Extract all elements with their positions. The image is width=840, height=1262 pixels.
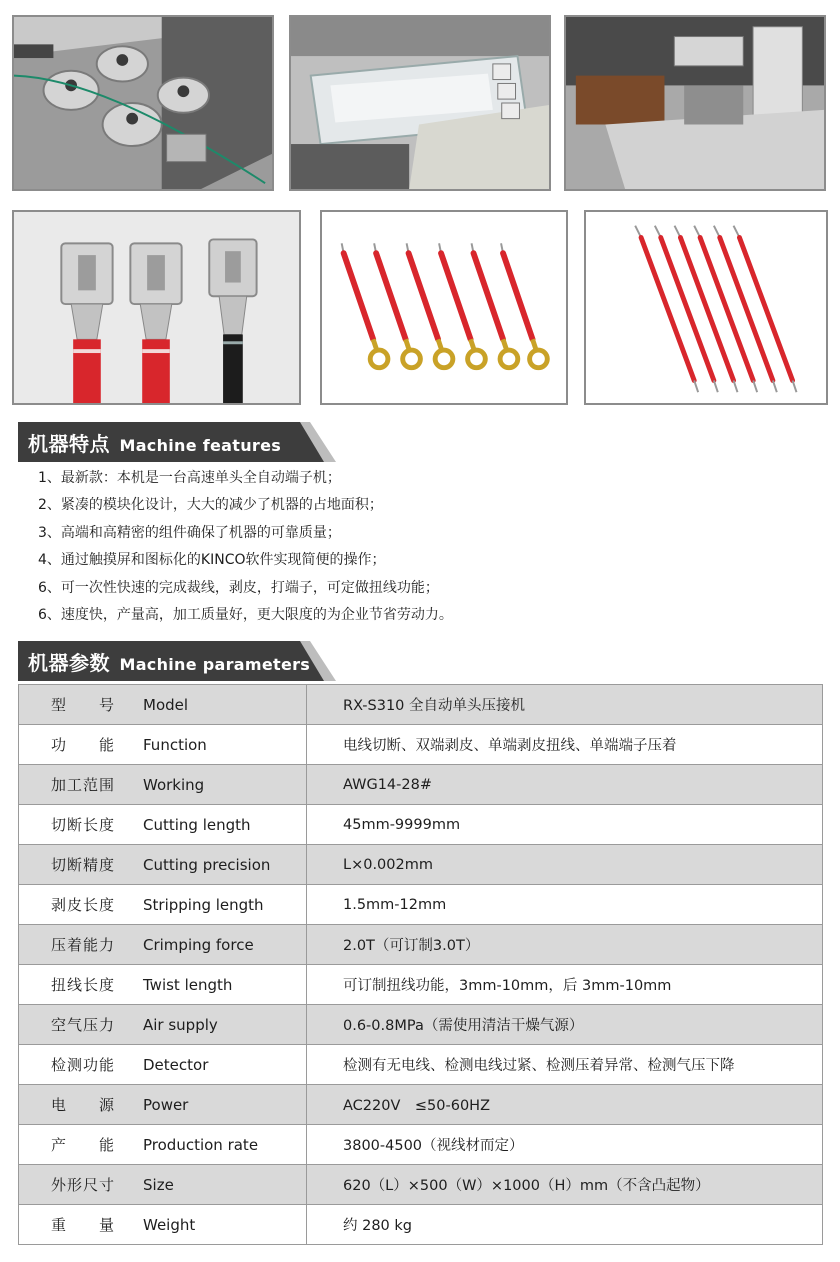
param-label-zh: 型 号: [51, 696, 116, 714]
param-label-zh: 检测功能: [51, 1056, 116, 1074]
param-label-zh: 重 量: [51, 1216, 116, 1234]
param-label: [19, 1125, 307, 1165]
parameters-title: [28, 647, 310, 676]
param-value: 电线切断、双端剥皮、单端剥皮扭线、单端端子压着: [307, 725, 823, 765]
param-label-en: Power: [143, 1096, 189, 1114]
table-row: [19, 1205, 823, 1245]
param-value: 检测有无电线、检测电线过紧、检测压着异常、检测气压下降: [307, 1045, 823, 1085]
photo-ring-terminal-wires: [320, 210, 568, 405]
param-label-en: Cutting precision: [143, 856, 271, 874]
param-value: RX-S310 全自动单头压接机: [307, 685, 823, 725]
table-row: [19, 925, 823, 965]
feature-item: 2、紧凑的模块化设计，大大的减少了机器的占地面积；: [38, 497, 383, 514]
param-label-zh: 切断精度: [51, 856, 116, 874]
parameters-table: [18, 684, 823, 1245]
param-label: [19, 845, 307, 885]
feature-item: 6、速度快，产量高，加工质量好，更大限度的为企业节省劳动力。: [38, 607, 453, 624]
photo-stripped-wires: [584, 210, 828, 405]
param-label: [19, 1085, 307, 1125]
param-label: [19, 965, 307, 1005]
param-label-zh: 空气压力: [51, 1016, 116, 1034]
table-row: [19, 885, 823, 925]
features-list: [38, 465, 818, 629]
param-label-en: Crimping force: [143, 936, 254, 954]
table-row: [19, 845, 823, 885]
param-label-zh: 产 能: [51, 1136, 116, 1154]
param-label-en: Weight: [143, 1216, 196, 1234]
param-value: 2.0T（可订制3.0T）: [307, 925, 823, 965]
param-label-zh: 剥皮长度: [51, 896, 116, 914]
param-label: [19, 1205, 307, 1245]
photo-crimped-terminals: [12, 210, 301, 405]
param-label-zh: 压着能力: [51, 936, 116, 954]
param-label-zh: 外形尺寸: [51, 1176, 116, 1194]
feature-item: 4、通过触摸屏和图标化的KINCO软件实现简便的操作；: [38, 552, 386, 569]
feature-item: 1、最新款：本机是一台高速单头全自动端子机；: [38, 470, 341, 486]
photo-wire-feed-rollers: [12, 15, 274, 191]
param-label-en: Cutting length: [143, 816, 251, 834]
param-label-en: Model: [143, 696, 189, 714]
table-row: [19, 965, 823, 1005]
table-row: [19, 685, 823, 725]
param-value: 620（L）×500（W）×1000（H）mm（不含凸起物）: [307, 1165, 823, 1205]
param-label-zh: 切断长度: [51, 816, 116, 834]
param-label-en: Twist length: [143, 976, 233, 994]
param-label-en: Working: [143, 776, 205, 794]
param-label: [19, 685, 307, 725]
param-label-en: Production rate: [143, 1136, 259, 1154]
table-row: [19, 1165, 823, 1205]
param-value: 0.6-0.8MPa（需使用清洁干燥气源）: [307, 1005, 823, 1045]
param-label-en: Stripping length: [143, 896, 264, 914]
param-label-zh: 加工范围: [51, 776, 116, 794]
param-value: AWG14-28#: [307, 765, 823, 805]
features-section-header: [18, 422, 336, 462]
table-row: [19, 1085, 823, 1125]
parameters-title-zh: 机器参数: [28, 651, 110, 675]
param-label-zh: 电 源: [51, 1096, 116, 1114]
param-label: [19, 1165, 307, 1205]
table-row: [19, 1125, 823, 1165]
parameters-title-en: Machine parameters: [119, 655, 311, 674]
feature-item: 6、可一次性快速的完成裁线，剥皮，打端子，可定做扭线功能；: [38, 579, 439, 596]
parameters-section-header: [18, 641, 336, 681]
table-row: [19, 805, 823, 845]
photo-crimping-unit: [564, 15, 826, 191]
param-label: [19, 1045, 307, 1085]
param-value: 可订制扭线功能，3mm-10mm，后 3mm-10mm: [307, 965, 823, 1005]
param-value: 约 280 kg: [307, 1205, 823, 1245]
param-label-en: Air supply: [143, 1016, 218, 1034]
param-value: AC220V ≤50-60HZ: [307, 1085, 823, 1125]
param-label: [19, 925, 307, 965]
param-value: 45mm-9999mm: [307, 805, 823, 845]
feature-item: 3、高端和高精密的组件确保了机器的可靠质量；: [38, 524, 341, 541]
param-label: [19, 1005, 307, 1045]
param-value: 3800-4500（视线材而定）: [307, 1125, 823, 1165]
features-title: [28, 428, 281, 457]
features-title-zh: 机器特点: [28, 432, 110, 456]
param-label-en: Detector: [143, 1056, 209, 1074]
param-label-en: Function: [143, 736, 207, 754]
param-value: 1.5mm-12mm: [307, 885, 823, 925]
param-label-zh: 扭线长度: [51, 976, 116, 994]
table-row: [19, 1005, 823, 1045]
photo-cutting-blade-unit: [289, 15, 551, 191]
param-label: [19, 885, 307, 925]
param-label: [19, 765, 307, 805]
param-label: [19, 725, 307, 765]
param-label: [19, 805, 307, 845]
table-row: [19, 725, 823, 765]
param-label-en: Size: [143, 1176, 174, 1194]
param-value: L×0.002mm: [307, 845, 823, 885]
table-row: [19, 765, 823, 805]
param-label-zh: 功 能: [51, 736, 116, 754]
features-title-en: Machine features: [119, 436, 282, 455]
table-row: [19, 1045, 823, 1085]
